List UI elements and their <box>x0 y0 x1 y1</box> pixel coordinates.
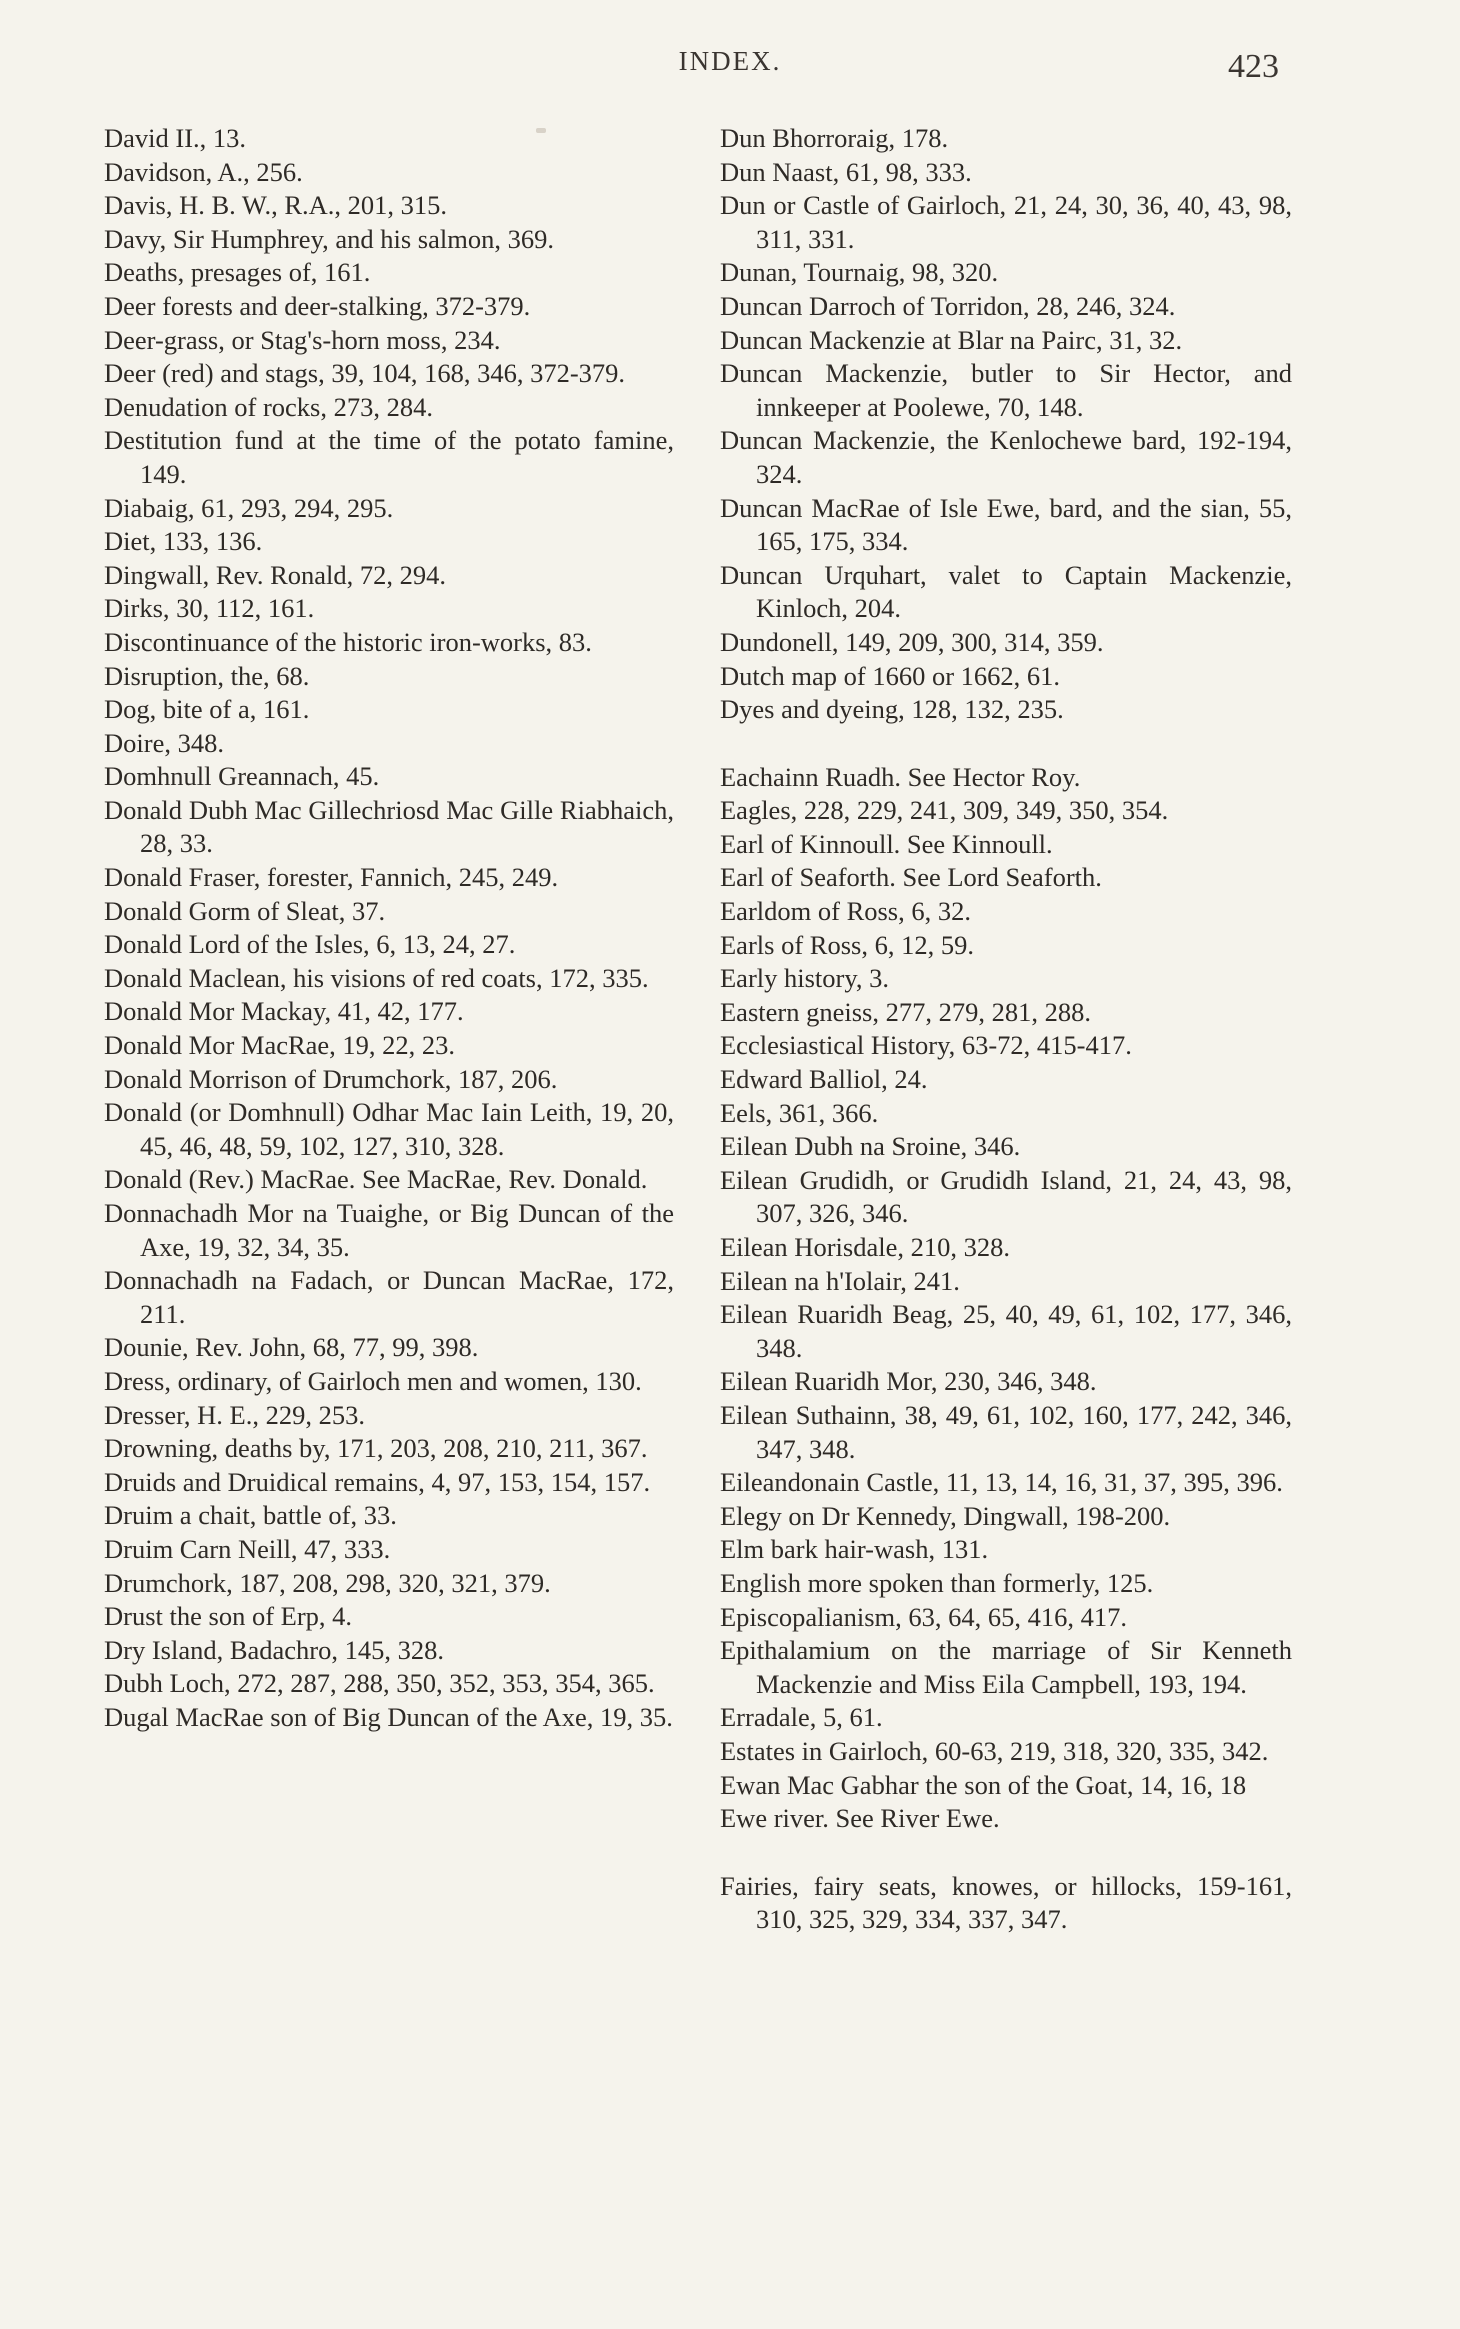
index-entry: Dundonell, 149, 209, 300, 314, 359. <box>720 626 1104 657</box>
index-entry: Donnachadh Mor na Tuaighe, or Big Duncan of the Axe, 19, 32, 34, 35. <box>104 1198 674 1262</box>
index-entry: Ecclesiastical History, 63-72, 415-417. <box>720 1030 1132 1061</box>
index-entry: Eilean Suthainn, 38, 49, 61, 102, 160, 177, 242, 346, 347, 348. <box>720 1399 1292 1464</box>
index-entry: Davis, H. B. W., R.A., 201, 315. <box>104 190 448 221</box>
index-entry: Fairies, fairy seats, knowes, or hillocks, 159-161, 310, 325, 329, 334, 337, 347. <box>720 1870 1292 1935</box>
index-entry: Dress, ordinary, of Gairloch men and women, 130. <box>104 1365 642 1396</box>
index-entry: Eileandonain Castle, 11, 13, 14, 16, 31, 37, 395, 396. <box>720 1467 1283 1498</box>
index-entry: Druim a chait, battle of, 33. <box>104 1500 397 1531</box>
index-entry: Druids and Druidical remains, 4, 97, 153, 154, 157. <box>104 1466 651 1497</box>
index-entry: Eilean Dubh na Sroine, 346. <box>720 1131 1021 1162</box>
index-entry: Donald Morrison of Drumchork, 187, 206. <box>104 1063 558 1094</box>
index-entry: Dun Naast, 61, 98, 333. <box>720 156 972 187</box>
index-entry: Eilean Horisdale, 210, 328. <box>720 1232 1010 1262</box>
index-entry: Eachainn Ruadh. See Hector Roy. <box>720 761 1081 792</box>
index-entry: Duncan Urquhart, valet to Captain Mackenzie, Kinloch, 204. <box>720 559 1292 624</box>
index-entry: Earldom of Ross, 6, 32. <box>720 896 971 927</box>
index-entry: Elm bark hair-wash, 131. <box>720 1534 989 1565</box>
index-entry: Dugal MacRae son of Big Duncan of the Axe, 19, 35. <box>104 1701 673 1732</box>
index-entry: Donald Mor Mackay, 41, 42, 177. <box>104 996 464 1027</box>
index-entry: Dun or Castle of Gairloch, 21, 24, 30, 36, 40, 43, 98, 311, 331. <box>720 190 1292 254</box>
index-entry: David II., 13. <box>104 123 247 153</box>
index-entry: Donald Lord of the Isles, 6, 13, 24, 27. <box>104 929 516 960</box>
index-entry: Duncan Mackenzie, butler to Sir Hector, and innkeeper at Poolewe, 70, 148. <box>720 358 1292 422</box>
index-entry: Domhnull Greannach, 45. <box>104 761 380 792</box>
index-entry: Erradale, 5, 61. <box>720 1702 883 1733</box>
index-entry: English more spoken than formerly, 125. <box>720 1567 1154 1598</box>
page-number: 423 <box>1228 48 1279 85</box>
index-entry: Eels, 361, 366. <box>720 1097 879 1128</box>
index-entry: Deer (red) and stags, 39, 104, 168, 346, 372-379. <box>104 358 626 389</box>
index-entry: Dresser, H. E., 229, 253. <box>104 1399 365 1430</box>
index-entry: Donald Fraser, forester, Fannich, 245, 249. <box>104 862 559 893</box>
index-entry: Early history, 3. <box>720 963 890 994</box>
index-entry: Dunan, Tournaig, 98, 320. <box>720 257 999 288</box>
index-entry: Duncan MacRae of Isle Ewe, bard, and the sian, 55, 165, 175, 334. <box>720 492 1292 557</box>
index-entry: Estates in Gairloch, 60-63, 219, 318, 320, 335, 342. <box>720 1735 1269 1766</box>
index-entry: Druim Carn Neill, 47, 333. <box>104 1533 391 1564</box>
index-entry: Elegy on Dr Kennedy, Dingwall, 198-200. <box>720 1500 1171 1531</box>
index-entry: Dingwall, Rev. Ronald, 72, 294. <box>104 559 447 590</box>
index-entry: Drowning, deaths by, 171, 203, 208, 210, 211, 367. <box>104 1433 648 1464</box>
index-entry: Dyes and dyeing, 128, 132, 235. <box>720 694 1064 725</box>
index-entry: Discontinuance of the historic iron-works, 83. <box>104 626 592 657</box>
index-entry: Drust the son of Erp, 4. <box>104 1601 353 1632</box>
running-head: INDEX. <box>678 46 782 76</box>
index-entry: Donald Maclean, his visions of red coats, 172, 335. <box>104 962 649 993</box>
index-entry: Donnachadh na Fadach, or Duncan MacRae, 172, 211. <box>104 1265 674 1329</box>
index-entry: Diabaig, 61, 293, 294, 295. <box>104 492 394 523</box>
index-entry: Donald Mor MacRae, 19, 22, 23. <box>104 1030 456 1061</box>
index-entry: Deer forests and deer-stalking, 372-379. <box>104 290 531 321</box>
index-entry: Ewe river. See River Ewe. <box>720 1803 1000 1834</box>
index-entry: Duncan Mackenzie, the Kenlochewe bard, 192-194, 324. <box>720 425 1292 489</box>
index-entry: Eilean na h'Iolair, 241. <box>720 1265 960 1296</box>
index-entry: Destitution fund at the time of the potato famine, 149. <box>104 425 674 489</box>
index-entry: Donald Gorm of Sleat, 37. <box>104 895 386 926</box>
index-entry: Earl of Kinnoull. See Kinnoull. <box>720 828 1053 859</box>
index-entry: Dubh Loch, 272, 287, 288, 350, 352, 353, 354, 365. <box>104 1668 655 1699</box>
index-entry: Donald Dubh Mac Gillechriosd Mac Gille Riabhaich, 28, 33. <box>104 794 674 859</box>
index-entry: Denudation of rocks, 273, 284. <box>104 391 433 422</box>
index-entry: Davidson, A., 256. <box>104 156 303 187</box>
index-entry: Eilean Ruaridh Mor, 230, 346, 348. <box>720 1366 1097 1397</box>
index-entry: Davy, Sir Humphrey, and his salmon, 369. <box>104 223 554 254</box>
left-column <box>104 122 674 1735</box>
right-column <box>720 122 1292 1937</box>
index-entry: Deaths, presages of, 161. <box>104 257 371 288</box>
index-entry: Eagles, 228, 229, 241, 309, 349, 350, 354. <box>720 795 1169 826</box>
index-entry: Eilean Grudidh, or Grudidh Island, 21, 24, 43, 98, 307, 326, 346. <box>720 1164 1292 1229</box>
index-entry: Dry Island, Badachro, 145, 328. <box>104 1634 445 1665</box>
index-entry: Donald (or Domhnull) Odhar Mac Iain Leith, 19, 20, 45, 46, 48, 59, 102, 127, 310, 328. <box>104 1097 674 1161</box>
index-entry: Dutch map of 1660 or 1662, 61. <box>720 660 1061 691</box>
index-entry: Earls of Ross, 6, 12, 59. <box>720 929 974 960</box>
index-entry: Eastern gneiss, 277, 279, 281, 288. <box>720 996 1091 1027</box>
index-entry: Duncan Darroch of Torridon, 28, 246, 324. <box>720 290 1176 321</box>
index-entry: Donald (Rev.) MacRae. See MacRae, Rev. Donald. <box>104 1164 648 1195</box>
index-entry: Earl of Seaforth. See Lord Seaforth. <box>720 862 1102 893</box>
index-entry: Dirks, 30, 112, 161. <box>104 593 315 624</box>
index-entry: Episcopalianism, 63, 64, 65, 416, 417. <box>720 1601 1128 1632</box>
index-entry: Dounie, Rev. John, 68, 77, 99, 398. <box>104 1332 479 1363</box>
index-entry: Dun Bhorroraig, 178. <box>720 123 949 153</box>
index-entry: Edward Balliol, 24. <box>720 1064 928 1095</box>
index-entry: Drumchork, 187, 208, 298, 320, 321, 379. <box>104 1567 551 1598</box>
index-entry: Duncan Mackenzie at Blar na Pairc, 31, 32. <box>720 324 1183 355</box>
index-entry: Ewan Mac Gabhar the son of the Goat, 14, 16, 18 <box>720 1769 1247 1800</box>
index-entry: Diet, 133, 136. <box>104 526 263 557</box>
index-entry: Eilean Ruaridh Beag, 25, 40, 49, 61, 102, 177, 346, 348. <box>720 1299 1292 1363</box>
index-entry: Disruption, the, 68. <box>104 660 310 691</box>
index-entry: Epithalamium on the marriage of Sir Kenneth Mackenzie and Miss Eila Campbell, 193, 194. <box>720 1635 1292 1699</box>
index-entry: Deer-grass, or Stag's-horn moss, 234. <box>104 324 501 355</box>
index-entry: Dog, bite of a, 161. <box>104 694 310 725</box>
index-entry: Doire, 348. <box>104 727 224 758</box>
